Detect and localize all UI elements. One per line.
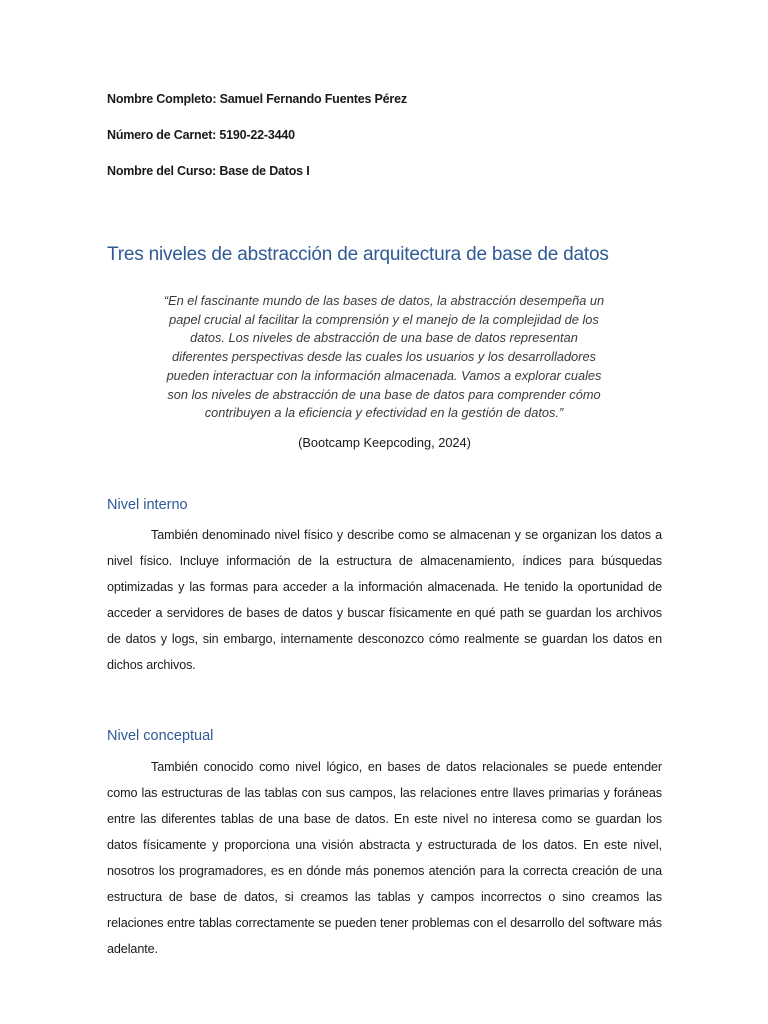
intro-quote: “En el fascinante mundo de las bases de datos, la abstracción desempeña un papel crucial al facilitar la comprensión y el manejo de la complejidad de los datos. Los niveles de abstracción de una base de datos representan diferentes perspectivas desde las cuales los usuarios y los desarrolladores pueden interactuar con la información almacenada. Vamos a explorar cuales son los niveles de abstracción de una base de datos para comprender cómo contribuyen a la eficiencia y efectividad en la gestión de datos.” — [163, 293, 605, 421]
section-body-conceptual: También conocido como nivel lógico, en bases de datos relacionales se puede entender como las estructuras de las tablas con sus campos, las relaciones entre llaves primarias y foráneas entre las diferentes tablas de una base de datos. En este nivel no interesa como se guardan los datos físicamente y proporciona una visión abstracta y estructurada de los datos. En este nivel, nosotros los programadores, es en dónde más ponemos atención para la correcta creación de una estructura de base de datos, si creamos las tablas y campos incorrectos o sino creamos las relaciones entre tablas correctamente se pueden tener problemas con el desarrollo del software más adelante. — [107, 760, 662, 956]
section-heading-internal: Nivel interno — [107, 497, 188, 513]
course-name-line: Nombre del Curso: Base de Datos I — [107, 164, 310, 178]
section-body-internal: También denominado nivel físico y describe como se almacenan y se organizan los datos a nivel físico. Incluye información de la estructura de almacenamiento, índices para búsquedas optimizadas y las formas para acceder a la información almacenada. He tenido la oportunidad de acceder a servidores de bases de datos y buscar físicamente en qué path se guardan los archivos de datos y logs, sin embargo, internamente desconozco cómo realmente se guardan los datos en dichos archivos. — [107, 528, 662, 672]
section-heading-conceptual: Nivel conceptual — [107, 728, 214, 744]
quote-citation: (Bootcamp Keepcoding, 2024) — [298, 435, 471, 450]
full-name-line: Nombre Completo: Samuel Fernando Fuentes Pérez — [107, 92, 407, 106]
student-id-line: Número de Carnet: 5190-22-3440 — [107, 128, 295, 142]
document-title: Tres niveles de abstracción de arquitectura de base de datos — [107, 244, 609, 265]
